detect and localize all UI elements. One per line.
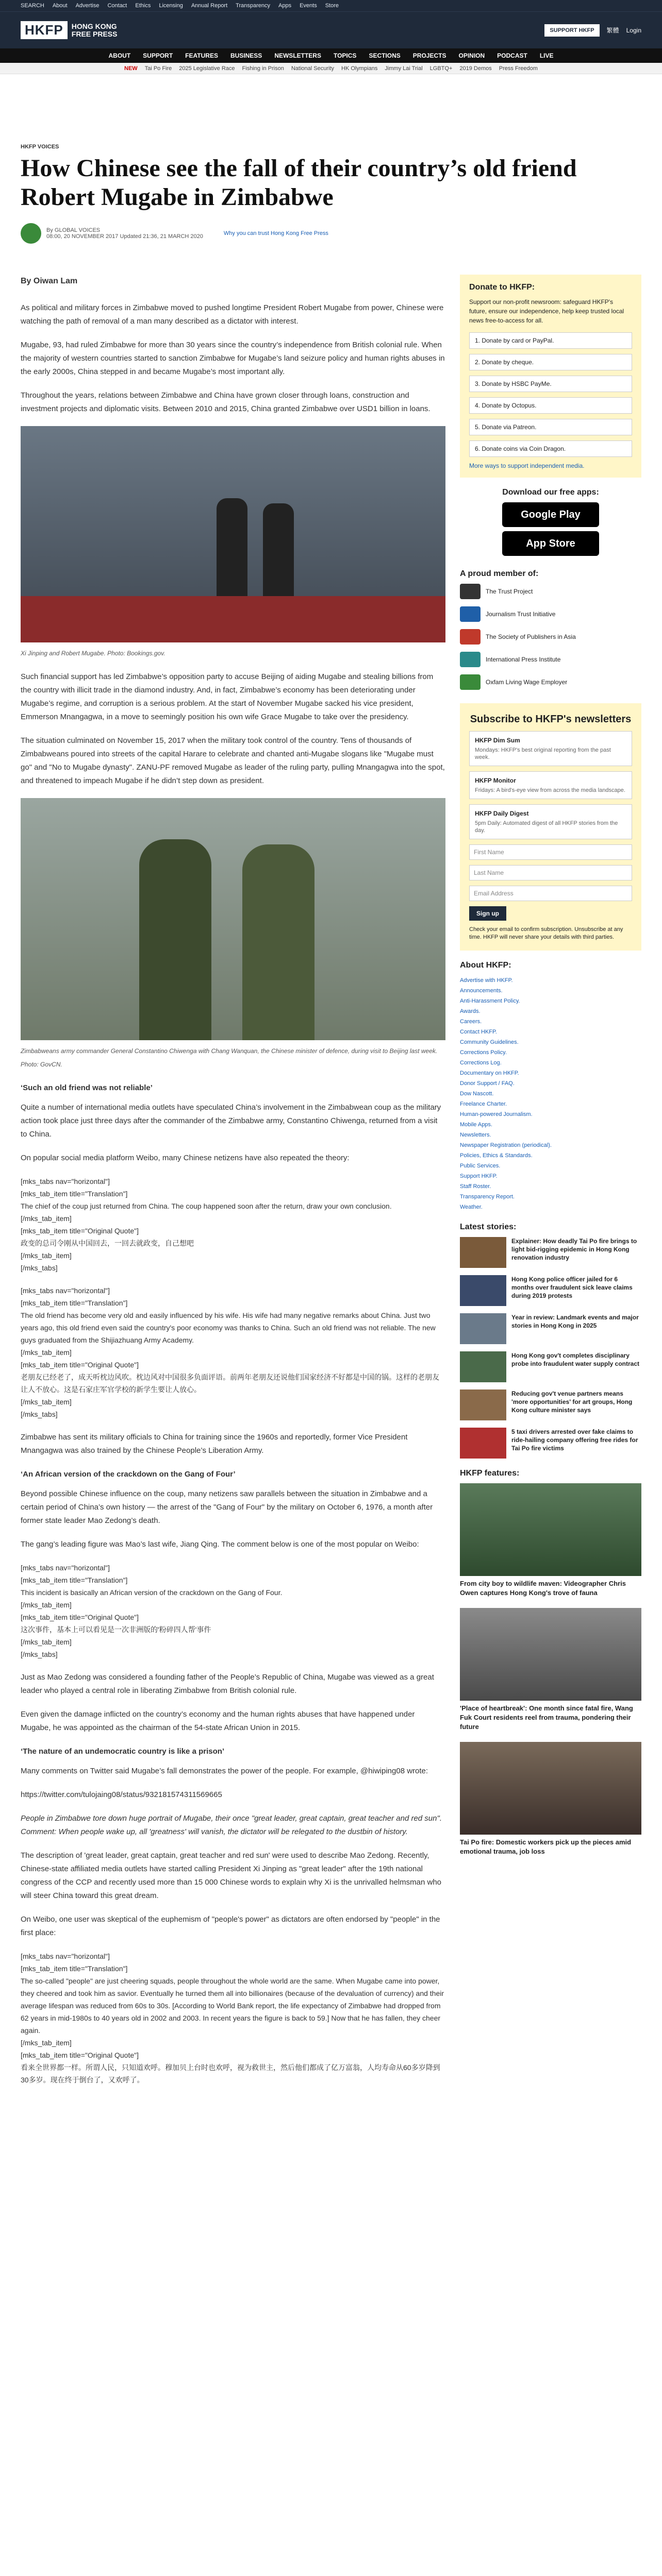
trending-bar <box>0 63 662 74</box>
paragraph: Just as Mao Zedong was considered a founding father of the People’s Republic of China, Mugabe was viewed as a great leader who played a central role in liberating Zimbabwe from British colonial rule. <box>21 1673 434 1695</box>
about-link[interactable]: Awards. <box>460 1008 481 1014</box>
trending-item[interactable]: HK Olympians <box>341 65 378 72</box>
about-link[interactable]: Dow Nascott. <box>460 1091 494 1097</box>
sidebar <box>460 275 641 2096</box>
topbar-item[interactable]: Store <box>325 3 339 9</box>
trust-link[interactable]: Why you can trust Hong Kong Free Press <box>223 230 328 236</box>
article-photo-xi-mugabe <box>21 426 445 642</box>
byline-author[interactable]: By GLOBAL VOICES <box>46 227 101 233</box>
section-heading: ‘Such an old friend was not reliable’ <box>21 1083 153 1092</box>
quote-block: [mks_tabs nav="horizontal"] [mks_tab_item title="Translation"] This incident is basically an African version of the crackdown on the Gang of Four. [/mks_tab_item] [mks_tab_item title="Original Quote"] 这次事件，基本上可以看见是一次非洲版的'粉碎四人帮'事件 [/mks_tab_item] [/mks_tabs] <box>21 1564 283 1658</box>
about-link[interactable]: Donor Support / FAQ. <box>460 1080 515 1087</box>
article-body <box>21 275 445 2096</box>
nav-item[interactable]: SUPPORT <box>143 52 173 59</box>
author-avatar <box>21 223 41 244</box>
photo-caption: Zimbabweans army commander General Constantino Chiwenga with Chang Wanquan, the Chinese minister of defence, during visit to Beijing last week. Photo: GovCN. <box>21 1047 438 1068</box>
nav-item[interactable]: BUSINESS <box>230 52 262 59</box>
member-logo[interactable]: Journalism Trust Initiative <box>460 606 641 622</box>
about-link[interactable]: Anti-Harassment Policy. <box>460 998 520 1004</box>
latest-story[interactable]: Explainer: How deadly Tai Po fire brings to light bid-rigging epidemic in Hong Kong renovation industry <box>460 1237 641 1268</box>
trending-label: NEW <box>124 65 138 72</box>
newsletter-title: Subscribe to HKFP's newsletters <box>470 714 632 725</box>
last-name-input[interactable]: Last Name <box>469 865 632 880</box>
topbar-item[interactable]: Apps <box>278 3 292 9</box>
newsletter-option[interactable]: HKFP Dim Sum Mondays: HKFP's best original reporting from the past week. <box>469 731 632 766</box>
paragraph: On popular social media platform Weibo, many Chinese netizens have also repeated the theory: <box>21 1154 350 1162</box>
members-section <box>460 569 641 690</box>
section-heading: ‘An African version of the crackdown on the Gang of Four’ <box>21 1470 236 1479</box>
nav-item[interactable]: LIVE <box>539 52 554 59</box>
topbar-item[interactable]: Ethics <box>135 3 151 9</box>
member-logo[interactable]: The Trust Project <box>460 584 641 599</box>
paragraph: Many comments on Twitter said Mugabe’s fall demonstrates the power of the people. For example, @hiwiping08 wrote: <box>21 1767 428 1775</box>
about-link[interactable]: Contact HKFP. <box>460 1029 497 1035</box>
about-link[interactable]: Newspaper Registration (periodical). <box>460 1142 552 1148</box>
support-button[interactable]: SUPPORT HKFP <box>544 24 599 37</box>
paragraph: Even given the damage inflicted on the country’s economy and the human rights abuses that have happened under Mugabe, he was appointed as the chairman of the 54-state African Union in 2015. <box>21 1710 415 1732</box>
nav-item[interactable]: PROJECTS <box>412 52 446 59</box>
feature-story[interactable]: Tai Po fire: Domestic workers pick up the pieces amid emotional trauma, job loss <box>460 1742 641 1856</box>
member-logo[interactable]: International Press Institute <box>460 652 641 667</box>
trending-item[interactable]: Jimmy Lai Trial <box>385 65 423 72</box>
about-link[interactable]: Documentary on HKFP. <box>460 1070 519 1076</box>
section-heading: ‘The nature of an undemocratic country is like a prison’ <box>21 1747 225 1756</box>
nav-item[interactable]: OPINION <box>458 52 485 59</box>
paragraph: Zimbabwe has sent its military officials to China for training since the 1960s and reportedly, former Vice President Mnangagwa was also trained by the Chinese People’s Liberation Army. <box>21 1433 408 1455</box>
about-link[interactable]: Advertise with HKFP. <box>460 977 513 984</box>
article-kicker[interactable]: HKFP VOICES <box>21 144 59 150</box>
topbar-item[interactable]: About <box>52 3 68 9</box>
nav-item[interactable]: SECTIONS <box>369 52 401 59</box>
about-link[interactable]: Staff Roster. <box>460 1183 491 1190</box>
paragraph: On Weibo, one user was skeptical of the euphemism of "people's power" as dictators are often endorsed by "people" in the first place: <box>21 1915 440 1937</box>
newsletter-option[interactable]: HKFP Monitor Fridays: A bird's-eye view from across the media landscape. <box>469 771 632 799</box>
byline-dates: 08:00, 20 NOVEMBER 2017 Updated 21:36, 21 MARCH 2020 <box>46 233 203 240</box>
trending-item[interactable]: 2025 Legislative Race <box>179 65 235 72</box>
paragraph: The description of 'great leader, great captain, great teacher and red sun' were used to describe Mao Zedong. Recently, Chinese-state affiliated media outlets have started calling President Xi Jinping as "great leader" after the 19th national congress of the CCP and recently used more than 15 000 Chinese words to explain why Xi is the unrivalled helmsman who will steer China toward this great dream. <box>21 1851 441 1900</box>
email-input[interactable]: Email Address <box>469 886 632 901</box>
about-link[interactable]: Weather. <box>460 1204 483 1210</box>
donate-option[interactable]: 1. Donate by card or PayPal. <box>469 332 632 349</box>
article-title: How Chinese see the fall of their country’s old friend Robert Mugabe in Zimbabwe <box>21 155 577 211</box>
about-link[interactable]: Policies, Ethics & Standards. <box>460 1153 533 1159</box>
about-link[interactable]: Announcements. <box>460 988 503 994</box>
about-link[interactable]: Corrections Policy. <box>460 1049 507 1056</box>
donate-intro: Support our non-profit newsroom: safeguard HKFP's future, ensure our independence, help keep trusted local news free-to-access for all. <box>469 298 624 324</box>
google-play-button[interactable]: Google Play <box>502 502 599 527</box>
paragraph: Mugabe, 93, had ruled Zimbabwe for more than 30 years since the country’s independence from British colonial rule. When the majority of western countries started to sanction Zimbabwe for Mugabe’s land seizure policy and human rights abuses in the early 2000s, China stepped in and became Mugabe’s most important ally. <box>21 341 445 376</box>
about-link[interactable]: Freelance Charter. <box>460 1101 507 1107</box>
donate-title: Donate to HKFP: <box>469 283 535 292</box>
signup-button[interactable]: Sign up <box>469 906 506 921</box>
quote-block: [mks_tabs nav="horizontal"] [mks_tab_item title="Translation"] The chief of the coup just returned from China. The coup happened soon after the return, draw your own conclusion. [/mks_tab_item] [mks_tab_item title="Original Quote"] 政变的总司令刚从中国回去，一回去就政变，自己想吧 [/mks_tab_item] [/mks_tabs] <box>21 1177 392 1272</box>
topbar-item[interactable]: Contact <box>107 3 127 9</box>
about-section <box>460 961 641 1212</box>
photo-caption: Xi Jinping and Robert Mugabe. Photo: Bookings.gov. <box>21 650 166 657</box>
latest-story[interactable]: 5 taxi drivers arrested over fake claims to ride-hailing company offering free rides for Tai Po fire victims <box>460 1428 641 1459</box>
top-utility-bar <box>0 0 662 11</box>
latest-section <box>460 1223 641 1459</box>
trending-item[interactable]: Fishing in Prison <box>242 65 284 72</box>
about-link[interactable]: Human-powered Journalism. <box>460 1111 533 1117</box>
tweet-link[interactable]: https://twitter.com/tulojaing08/status/932181574311569665 <box>21 1790 222 1799</box>
quote-block: [mks_tabs nav="horizontal"] [mks_tab_item title="Translation"] The so-called "people" are just cheering squads, people throughout the whole world are the same. When Mugabe came into power, they cheered and took him as savior. Eventually he turned them all into billionaires (because of the devaluation of currency) and their average lifespan was reduced from 60s to 30s. [According to World Bank report, the life expectancy of Zimbabwe had dropped from 62 years in mid-1980s to 40 years old in 2002 and 2003. In recent years the figure is back to 59.] Now that he has fallen, they cheer again. [/mks_tab_item] [mks_tab_item title="Original Quote"] 看来全世界都一样。所谓人民，只知道欢呼。穆加贝上台时也欢呼，视为救世主，然后他们都成了亿万富翁，人均寿命从60多岁降到30多岁。现在终于倒台了，又欢呼了。 <box>21 1952 444 2084</box>
logo-name: HONG KONG FREE PRESS <box>71 22 118 38</box>
paragraph: The situation culminated on November 15, 2017 when the military took control of the country. Tens of thousands of Zimbabweans poured into streets of the capital Harare to celebrate and chanted anti-Mugabe slogans like "Mugabe must go" and "No to Mugabe dynasty". ZANU-PF removed Mugabe as leader of the ruling party, pulling Mnangagwa into the spot, and threatened to impeach Mugabe if he didn’t step down as president. <box>21 736 445 785</box>
latest-title: Latest stories: <box>460 1223 517 1231</box>
about-title: About HKFP: <box>460 961 511 970</box>
nav-item[interactable]: PODCAST <box>497 52 527 59</box>
feature-story[interactable]: 'Place of heartbreak': One month since fatal fire, Wang Fuk Court residents reel from trauma, pondering their future <box>460 1608 641 1732</box>
logo-mark: HKFP <box>21 21 68 39</box>
latest-story[interactable]: Hong Kong police officer jailed for 6 months over fraudulent sick leave claims during 2019 protests <box>460 1275 641 1306</box>
features-title: HKFP features: <box>460 1469 520 1478</box>
about-link[interactable]: Public Services. <box>460 1163 501 1169</box>
first-name-input[interactable]: First Name <box>469 844 632 860</box>
donate-option[interactable]: 3. Donate by HSBC PayMe. <box>469 376 632 392</box>
site-header <box>0 11 662 48</box>
about-link[interactable]: Mobile Apps. <box>460 1122 492 1128</box>
donate-widget <box>460 275 641 478</box>
member-logo[interactable]: Oxfam Living Wage Employer <box>460 674 641 690</box>
nav-item[interactable]: TOPICS <box>333 52 357 59</box>
about-link[interactable]: Corrections Log. <box>460 1060 502 1066</box>
about-link[interactable]: Careers. <box>460 1019 482 1025</box>
newsletter-option[interactable]: HKFP Daily Digest 5pm Daily: Automated digest of all HKFP stories from the day. <box>469 804 632 839</box>
paragraph: The gang’s leading figure was Mao’s last wife, Jiang Qing. The comment below is one of the most popular on Weibo: <box>21 1540 419 1549</box>
about-link[interactable]: Support HKFP. <box>460 1173 498 1179</box>
signup-note: Check your email to confirm subscription. Unsubscribe at any time. HKFP will never share your details with third parties. <box>469 926 623 940</box>
donate-option[interactable]: 6. Donate coins via Coin Dragon. <box>469 440 632 457</box>
topbar-item[interactable]: Transparency <box>236 3 270 9</box>
trending-item[interactable]: Press Freedom <box>499 65 538 72</box>
app-store-button[interactable]: App Store <box>502 531 599 556</box>
topbar-item[interactable]: Events <box>300 3 317 9</box>
language-toggle[interactable]: 繁體 <box>606 27 619 34</box>
about-link[interactable]: Transparency Report. <box>460 1194 515 1200</box>
trending-item[interactable]: LGBTQ+ <box>429 65 453 72</box>
feature-story[interactable]: From city boy to wildlife maven: Videographer Chris Owen captures Hong Kong's trove of fauna <box>460 1483 641 1598</box>
paragraph: People in Zimbabwe tore down huge portrait of Mugabe, their once "great leader, great captain, great teacher and red sun". Comment: When people wake up, all 'greatness' will vanish, the dictator will be relegated to the dustbin of history. <box>21 1814 442 1836</box>
quote-block: [mks_tabs nav="horizontal"] [mks_tab_item title="Translation"] The old friend has become very old and easily influenced by his wife. His wife had many negative remarks about China. Just two years ago, this old friend even said the country's poor economy was thanks to China. Such an old friend was not reliable. The new guys graduated from the Shijiazhuang Army Academy. [/mks_tab_item] [mks_tab_item title="Original Quote"] 老朋友已经老了，成天听枕边风吹。枕边风对中国很多负面评语。前两年老朋友还说他们国家经济不好都是中国的锅。这样的老朋友让人不放心。这是石家庄军官学校的新学生要让人放心。 [/mks_tab_item] [/mks_tabs] <box>21 1286 439 1418</box>
about-list <box>460 975 641 1212</box>
topbar-item[interactable]: Advertise <box>75 3 100 9</box>
apps-title: Download our free apps: <box>502 488 599 497</box>
trending-item[interactable]: 2019 Demos <box>459 65 492 72</box>
paragraph: Such financial support has led Zimbabwe’s opposition party to accuse Beijing of aiding Mugabe and stealing billions from the country with illicit trade in the diamond industry. And, in fact, Zimbabwe’s economy has been deteriorating under Mugabe’s regime, and corruption is a serious problem. At the start of November Mugabe sacked his vice president, Emmerson Mnangagwa, in a move to seemingly position his own wife Grace Mugabe to take over the presidency. <box>21 672 434 721</box>
about-link[interactable]: Community Guidelines. <box>460 1039 519 1045</box>
nav-item[interactable]: NEWSLETTERS <box>274 52 321 59</box>
paragraph: Throughout the years, relations between Zimbabwe and China have grown closer through loans, construction and investment projects and diplomatic visits. Between 2010 and 2015, China granted Zimbabwe over USD1 billion in loans. <box>21 391 431 413</box>
donate-option[interactable]: 5. Donate via Patreon. <box>469 419 632 435</box>
main-nav <box>0 48 662 63</box>
latest-story[interactable]: Hong Kong gov't completes disciplinary probe into fraudulent water supply contract <box>460 1351 641 1382</box>
page-content <box>21 74 641 2096</box>
topbar-item[interactable]: Annual Report <box>191 3 228 9</box>
byline <box>21 223 641 244</box>
latest-story[interactable]: Reducing gov't venue partners means 'more opportunities' for art groups, Hong Kong culture minister says <box>460 1389 641 1420</box>
paragraph: Beyond possible Chinese influence on the coup, many netizens saw parallels between the situation in Zimbabwe and a certain period of China’s own history — the arrest of the "Gang of Four" by the military on October 6, 1976, a month after former state leader Mao Zedong’s death. <box>21 1489 433 1525</box>
donate-option[interactable]: 4. Donate by Octopus. <box>469 397 632 414</box>
newsletter-widget <box>460 703 641 951</box>
header-actions <box>544 24 641 37</box>
about-link[interactable]: Newsletters. <box>460 1132 491 1138</box>
donate-option[interactable]: 2. Donate by cheque. <box>469 354 632 370</box>
login-link[interactable]: Login <box>626 26 641 34</box>
paragraph: As political and military forces in Zimbabwe moved to pushed longtime President Robert Mugabe from power, Chinese were watching the path of removal of a man many described as a dictator with interest. <box>21 303 444 326</box>
members-title: A proud member of: <box>460 569 539 578</box>
trending-item[interactable]: Tai Po Fire <box>144 65 172 72</box>
features-section <box>460 1469 641 1856</box>
site-logo[interactable] <box>21 21 117 39</box>
member-logo[interactable]: The Society of Publishers in Asia <box>460 629 641 645</box>
trending-item[interactable]: National Security <box>291 65 335 72</box>
article-photo-generals <box>21 798 445 1040</box>
nav-item[interactable]: ABOUT <box>108 52 131 59</box>
topbar-item[interactable]: SEARCH <box>21 3 44 9</box>
topbar-item[interactable]: Licensing <box>159 3 183 9</box>
paragraph: Quite a number of international media outlets have speculated China’s involvement in the Zimbabwean coup as the military action took place just three days after the commander of the Zimbabwe army, Constantino Chiwenga, returned from a visit to China. <box>21 1103 441 1139</box>
latest-story[interactable]: Year in review: Landmark events and major stories in Hong Kong in 2025 <box>460 1313 641 1344</box>
more-ways-link[interactable]: More ways to support independent media. <box>469 462 585 469</box>
nav-item[interactable]: FEATURES <box>185 52 218 59</box>
article-author: By Oiwan Lam <box>21 277 78 285</box>
